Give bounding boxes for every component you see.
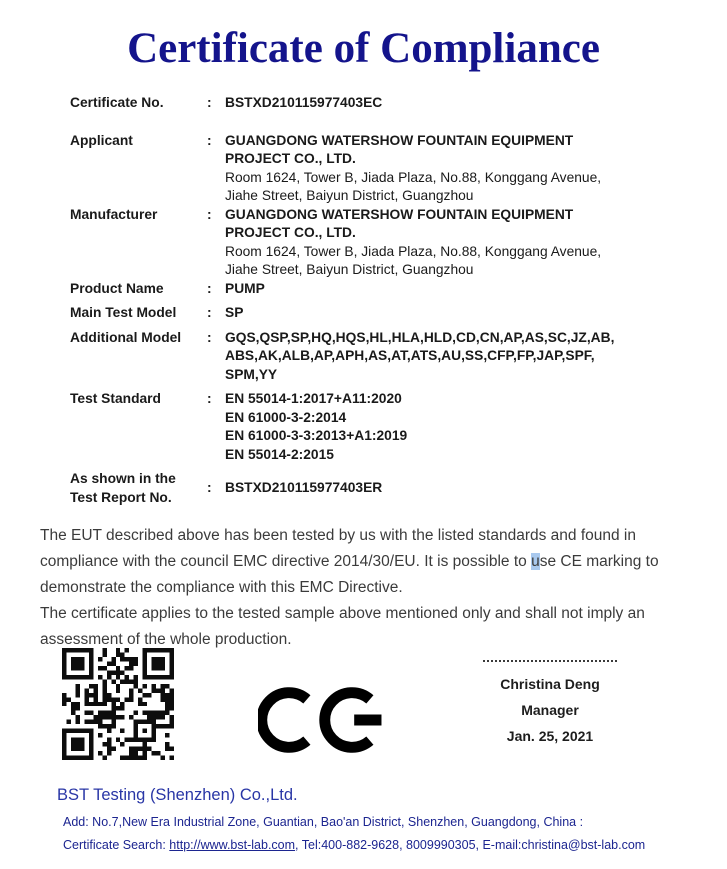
field-value-line: SP <box>225 305 244 320</box>
field-label: As shown in the Test Report No. <box>70 471 176 505</box>
statement-text: The EUT described above has been tested by us with the listed standards and found in compliance with the council EMC directive 2014/30/EU. It is possible to <box>40 527 636 570</box>
field-value-line: GUANGDONG WATERSHOW FOUNTAIN EQUIPMENT <box>225 132 574 148</box>
field-row <box>70 329 670 385</box>
field-label: Additional Model <box>70 329 182 345</box>
field-value-line: Jiahe Street, Baiyun District, Guangzhou <box>225 188 474 203</box>
signature-date: Jan. 25, 2021 <box>506 728 594 744</box>
field-colon: : <box>207 305 212 320</box>
field-row <box>70 470 670 507</box>
field-colon: : <box>207 206 212 222</box>
qr-code-icon <box>62 648 174 760</box>
field-label: Certificate No. <box>70 95 164 110</box>
signatory-title: Manager <box>521 702 579 718</box>
field-value-line: ABS,AK,ALB,AP,APH,AS,AT,ATS,AU,SS,CFP,FP,JAP,SPF, <box>225 348 595 363</box>
field-colon: : <box>207 329 212 345</box>
field-value <box>225 206 670 280</box>
field-label: Main Test Model <box>70 305 177 320</box>
field-value-line: PROJECT CO., LTD. <box>225 225 356 240</box>
field-value-line: BSTXD210115977403ER <box>225 480 383 496</box>
signatory-name: Christina Deng <box>500 676 600 692</box>
ce-mark-icon <box>258 680 384 760</box>
certificate-statement <box>40 523 689 653</box>
field-row <box>70 280 670 299</box>
field-value-line: EN 55014-2:2015 <box>225 446 334 462</box>
field-value-line: PROJECT CO., LTD. <box>225 151 356 166</box>
field-value-line: GUANGDONG WATERSHOW FOUNTAIN EQUIPMENT <box>225 206 574 222</box>
field-value-line: EN 61000-3-3:2013+A1:2019 <box>225 428 408 443</box>
contact-info: , Tel:400-882-9628, 8009990305, E-mail:christina@bst-lab.com <box>295 838 646 852</box>
field-label: Test Standard <box>70 391 161 406</box>
search-label: Certificate Search: <box>63 838 170 852</box>
fields <box>70 94 670 507</box>
field-value-line: Room 1624, Tower B, Jiada Plaza, No.88, Konggang Avenue, <box>225 243 602 259</box>
field-value <box>225 390 670 464</box>
field-value-line: EN 61000-3-2:2014 <box>225 409 347 425</box>
field-value <box>225 280 670 299</box>
field-value <box>225 94 670 113</box>
lab-address: Add: No.7,New Era Industrial Zone, Guantian, Bao'an District, Shenzhen, Guangdong, China : <box>63 815 584 829</box>
field-value <box>225 304 670 323</box>
lab-company-name: BST Testing (Shenzhen) Co.,Ltd. <box>57 786 298 804</box>
field-label: Product Name <box>70 280 164 296</box>
field-value-line: Room 1624, Tower B, Jiada Plaza, No.88, Konggang Avenue, <box>225 169 602 185</box>
certificate-search-line <box>63 838 727 852</box>
signature-dotted-line <box>483 660 617 662</box>
field-value-line: Jiahe Street, Baiyun District, Guangzhou <box>225 262 474 277</box>
field-value-line: BSTXD210115977403EC <box>225 95 383 110</box>
field-row <box>70 206 670 280</box>
statement-text: se CE marking to demonstrate the compliance with this EMC Directive. <box>40 553 659 596</box>
field-value-line: SPM,YY <box>225 366 278 382</box>
field-label: Applicant <box>70 132 133 148</box>
field-value <box>225 329 670 385</box>
field-row <box>70 132 670 206</box>
page-title: Certificate of Compliance <box>127 25 600 72</box>
statement-paragraph-2: The certificate applies to the tested sample above mentioned only and shall not imply an assessment of the whole production. <box>40 605 645 648</box>
lab-website-link[interactable]: http://www.bst-lab.com <box>169 838 296 852</box>
field-label: Manufacturer <box>70 206 158 222</box>
field-row <box>70 390 670 464</box>
highlighted-character: u <box>531 553 540 570</box>
signature-block <box>470 660 630 749</box>
field-value-line: PUMP <box>225 280 265 296</box>
field-value <box>225 132 670 206</box>
footer <box>0 786 727 852</box>
field-row <box>70 304 670 323</box>
field-value <box>225 479 670 498</box>
field-colon: : <box>207 280 212 296</box>
field-colon: : <box>207 95 212 110</box>
field-colon: : <box>207 391 212 406</box>
field-value-line: GQS,QSP,SP,HQ,HQS,HL,HLA,HLD,CD,CN,AP,AS,SC,JZ,AB, <box>225 329 615 345</box>
field-colon: : <box>207 132 212 148</box>
field-value-line: EN 55014-1:2017+A11:2020 <box>225 391 402 406</box>
field-colon: : <box>207 480 212 496</box>
field-row <box>70 94 670 113</box>
statement-paragraph-1 <box>40 523 689 601</box>
